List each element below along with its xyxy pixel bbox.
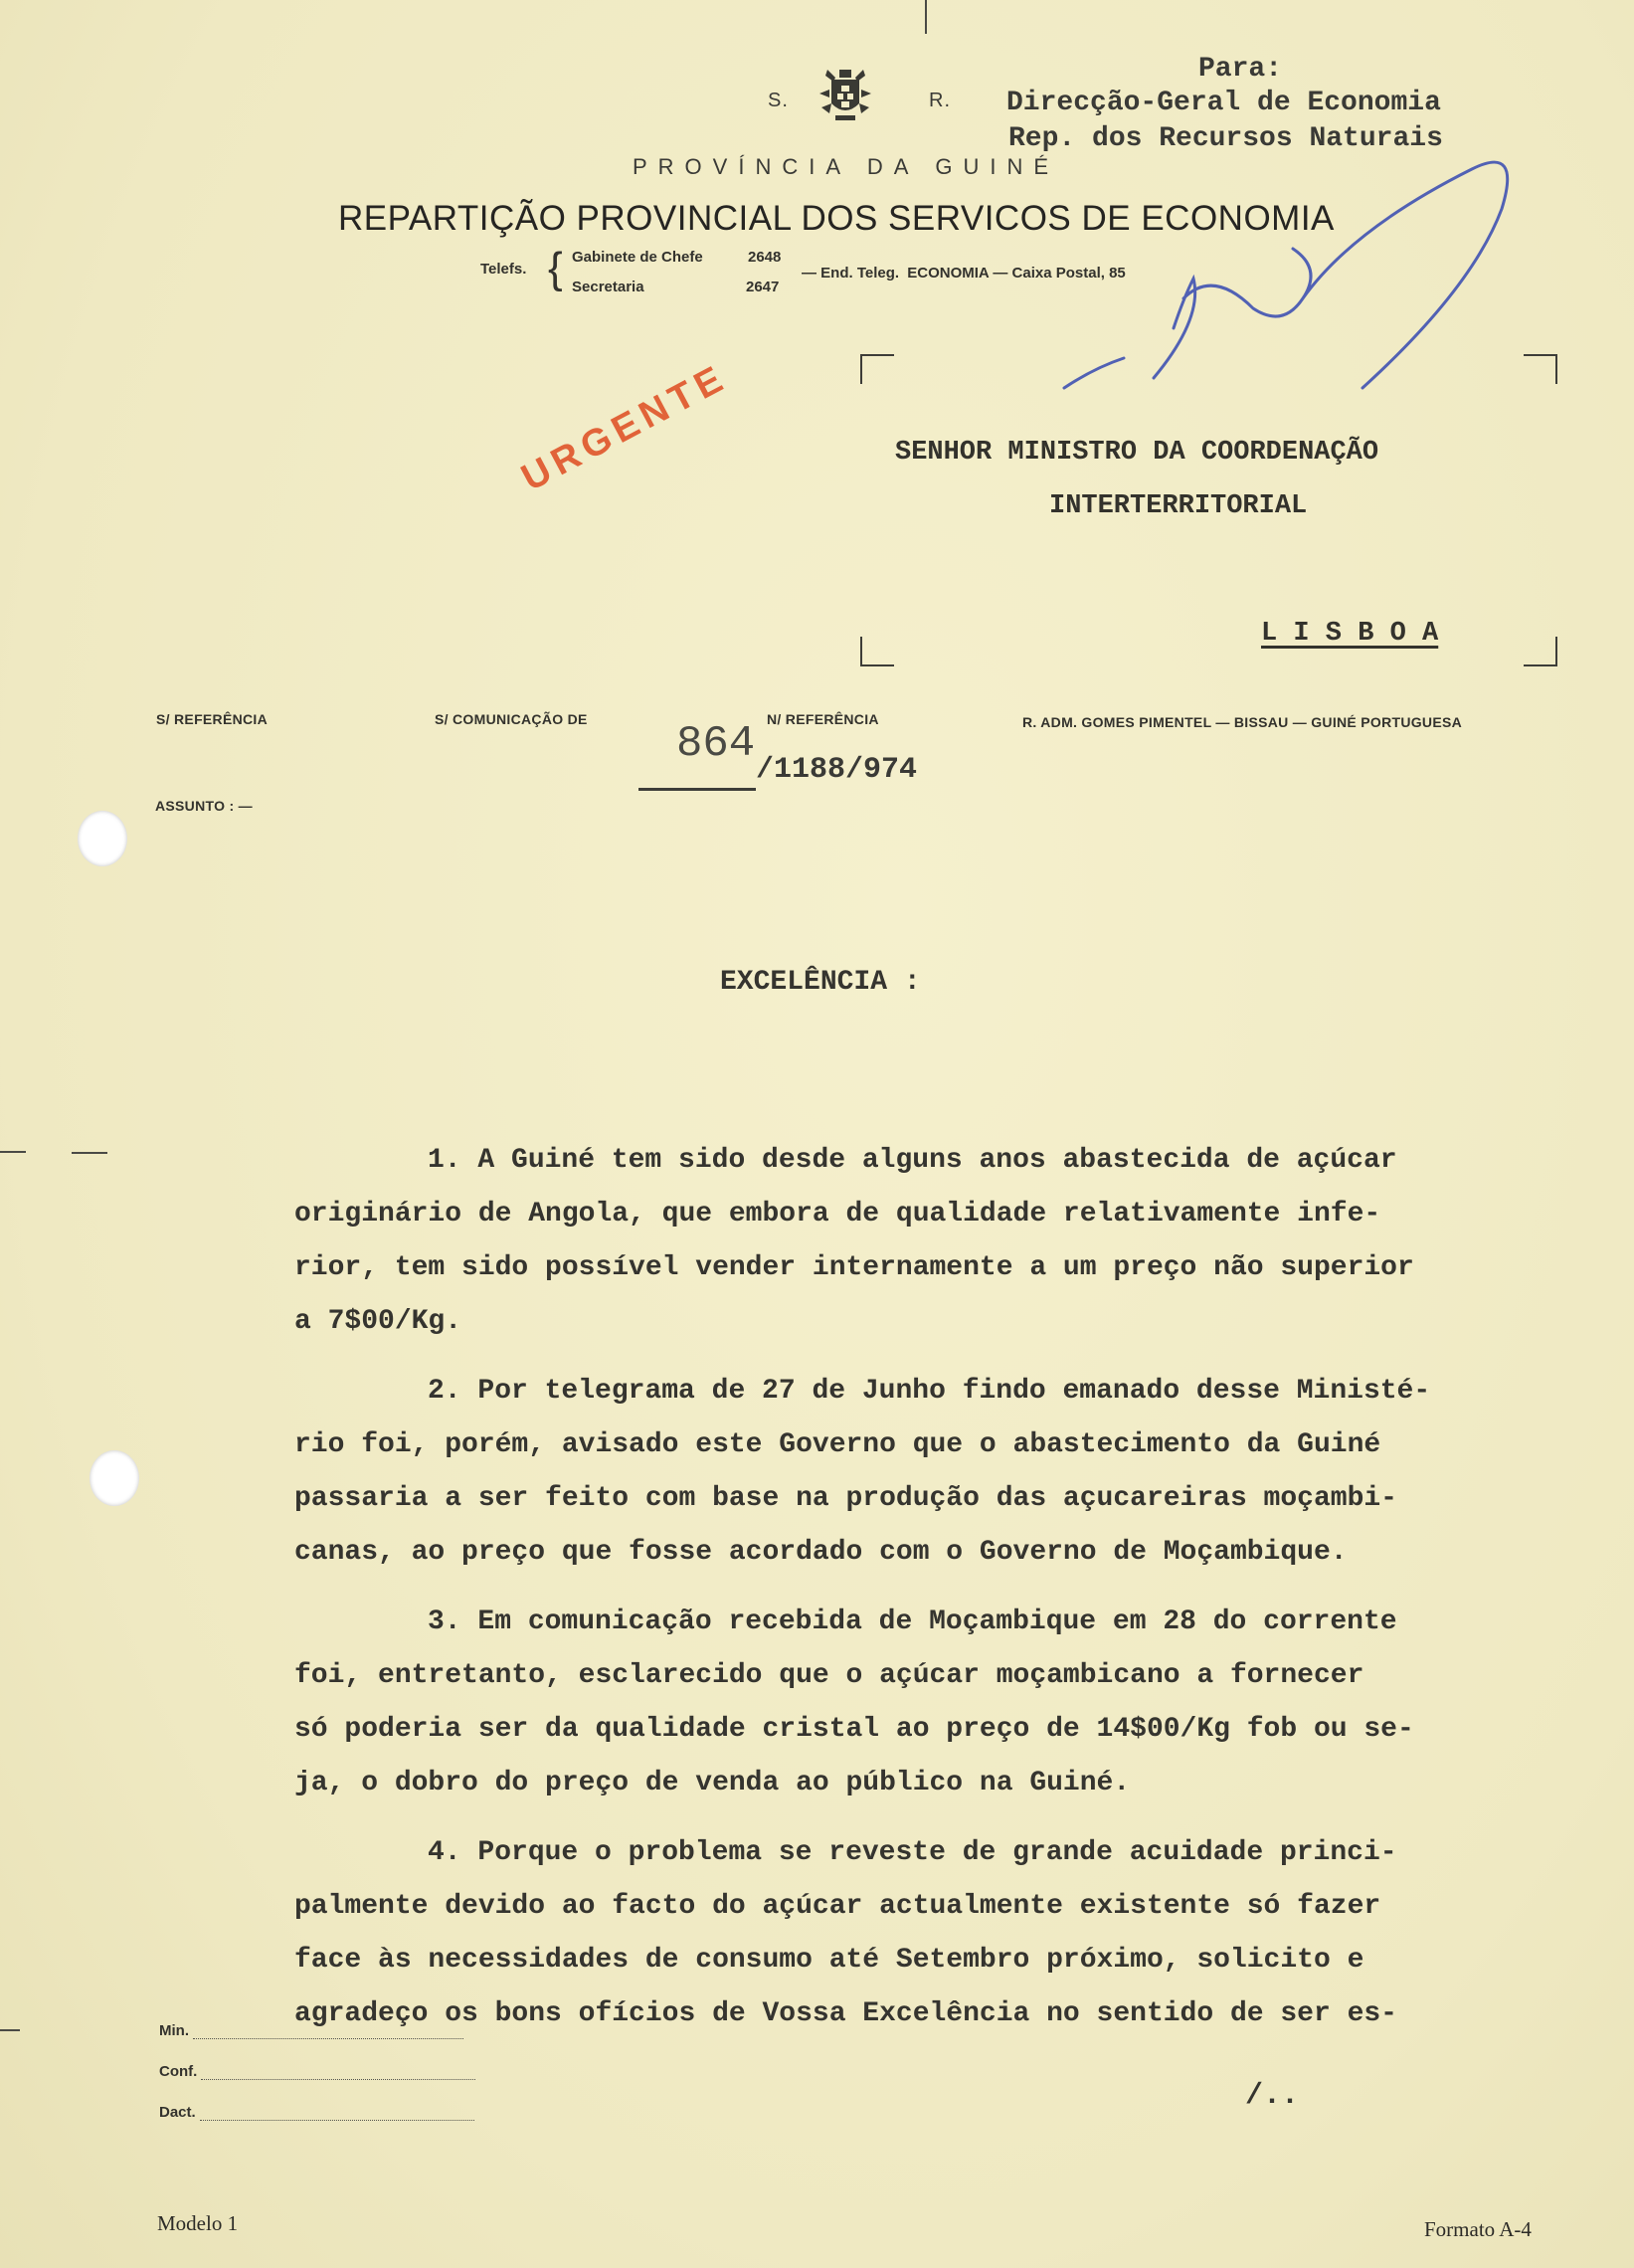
- dact-dots: [200, 2106, 474, 2121]
- province-heading: PROVÍNCIA DA GUINÉ: [633, 154, 1060, 179]
- s-mark: S.: [768, 90, 789, 111]
- recipient-line1: SENHOR MINISTRO DA COORDENAÇÃO: [895, 438, 1379, 468]
- body-line: 2. Por telegrama de 27 de Junho findo emanado desse Ministé-: [428, 1376, 1431, 1407]
- address-line: R. ADM. GOMES PIMENTEL — BISSAU — GUINÉ PORTUGUESA: [1022, 714, 1463, 730]
- body-line: a 7$00/Kg.: [294, 1306, 462, 1337]
- dact-label: Dact.: [159, 2104, 196, 2121]
- body-line: ja, o dobro do preço de venda ao público na Guiné.: [294, 1768, 1131, 1798]
- margin-mark: [72, 1152, 107, 1154]
- coat-of-arms-icon: [814, 64, 877, 132]
- conf-line: [159, 2063, 475, 2080]
- department-heading: REPARTIÇÃO PROVINCIAL DOS SERVICOS DE ECONOMIA: [338, 199, 1335, 238]
- body-line: 4. Porque o problema se reveste de grande acuidade princi-: [428, 1837, 1397, 1868]
- footer-formato: Formato A-4: [1424, 2217, 1532, 2241]
- phone-secretaria-label: Secretaria: [572, 279, 644, 295]
- r-mark: R.: [929, 90, 951, 111]
- handwritten-signature: [1054, 149, 1532, 408]
- s-referencia-label: S/ REFERÊNCIA: [156, 711, 269, 727]
- conf-dots: [201, 2065, 475, 2080]
- margin-mark: [0, 1151, 26, 1153]
- recipient-city: L I S B O A: [1261, 619, 1439, 649]
- phone-chefe-number: 2648: [748, 249, 782, 266]
- body-line: rior, tem sido possível vender internamente a um preço não superior: [294, 1252, 1414, 1283]
- body-line: 1. A Guiné tem sido desde alguns anos abastecida de açúcar: [428, 1145, 1397, 1176]
- body-line: 3. Em comunicação recebida de Moçambique em 28 do corrente: [428, 1606, 1397, 1637]
- address-corner: [1524, 354, 1557, 384]
- telegraph-prefix: — End. Teleg.: [802, 265, 900, 282]
- telefs-label: Telefs.: [480, 261, 527, 278]
- margin-mark: [0, 2029, 20, 2031]
- margin-mark: [925, 0, 927, 34]
- min-label: Min.: [159, 2022, 189, 2039]
- address-corner: [860, 354, 894, 384]
- body-line: foi, entretanto, esclarecido que o açúcar moçambicano a fornecer: [294, 1660, 1364, 1691]
- body-line: originário de Angola, que embora de qualidade relativamente infe-: [294, 1199, 1381, 1229]
- min-line: [159, 2022, 463, 2039]
- body-line: face às necessidades de consumo até Setembro próximo, solicito e: [294, 1945, 1364, 1976]
- postal-box: — Caixa Postal, 85: [993, 265, 1126, 282]
- phone-secretaria-number: 2647: [746, 279, 780, 295]
- assunto-label: ASSUNTO : —: [155, 798, 253, 814]
- body-line: só poderia ser da qualidade cristal ao preço de 14$00/Kg fob ou se-: [294, 1714, 1414, 1745]
- body-line: canas, ao preço que fosse acordado com o Governo de Moçambique.: [294, 1537, 1348, 1568]
- reference-underline: [638, 788, 756, 791]
- letter-body: [294, 1134, 1607, 2041]
- body-line: passaria a ser feito com base na produção das açucareiras moçambi-: [294, 1483, 1397, 1514]
- min-dots: [193, 2024, 463, 2039]
- phone-chefe-label: Gabinete de Chefe: [572, 249, 703, 266]
- body-line: palmente devido ao facto do açúcar actualmente existente só fazer: [294, 1891, 1381, 1922]
- salutation: EXCELÊNCIA :: [720, 967, 921, 998]
- dact-line: [159, 2104, 474, 2121]
- recipient-line2: INTERTERRITORIAL: [1049, 491, 1308, 521]
- urgente-stamp: URGENTE: [514, 356, 735, 500]
- brace-icon: {: [548, 244, 563, 292]
- reference-typed: /1188/974: [756, 753, 918, 787]
- body-line: agradeço os bons ofícios de Vossa Excelência no sentido de ser es-: [294, 1998, 1397, 2029]
- routing-para: Para:: [1198, 54, 1283, 85]
- n-referencia-label: N/ REFERÊNCIA: [767, 711, 879, 727]
- punch-hole: [90, 1450, 139, 1506]
- punch-hole: [78, 811, 127, 866]
- conf-label: Conf.: [159, 2063, 198, 2080]
- reference-handwritten: 864: [676, 719, 756, 769]
- address-corner: [1524, 637, 1557, 666]
- continuation-mark: /..: [1245, 2079, 1300, 2113]
- body-line: rio foi, porém, avisado este Governo que o abastecimento da Guiné: [294, 1429, 1381, 1460]
- footer-modelo: Modelo 1: [157, 2211, 239, 2235]
- s-comunicacao-label: S/ COMUNICAÇÃO DE: [435, 711, 588, 727]
- routing-line2: Rep. dos Recursos Naturais: [1008, 123, 1443, 154]
- address-corner: [860, 637, 894, 666]
- telegraph-name: ECONOMIA: [907, 265, 990, 282]
- routing-line1: Direcção-Geral de Economia: [1006, 88, 1441, 118]
